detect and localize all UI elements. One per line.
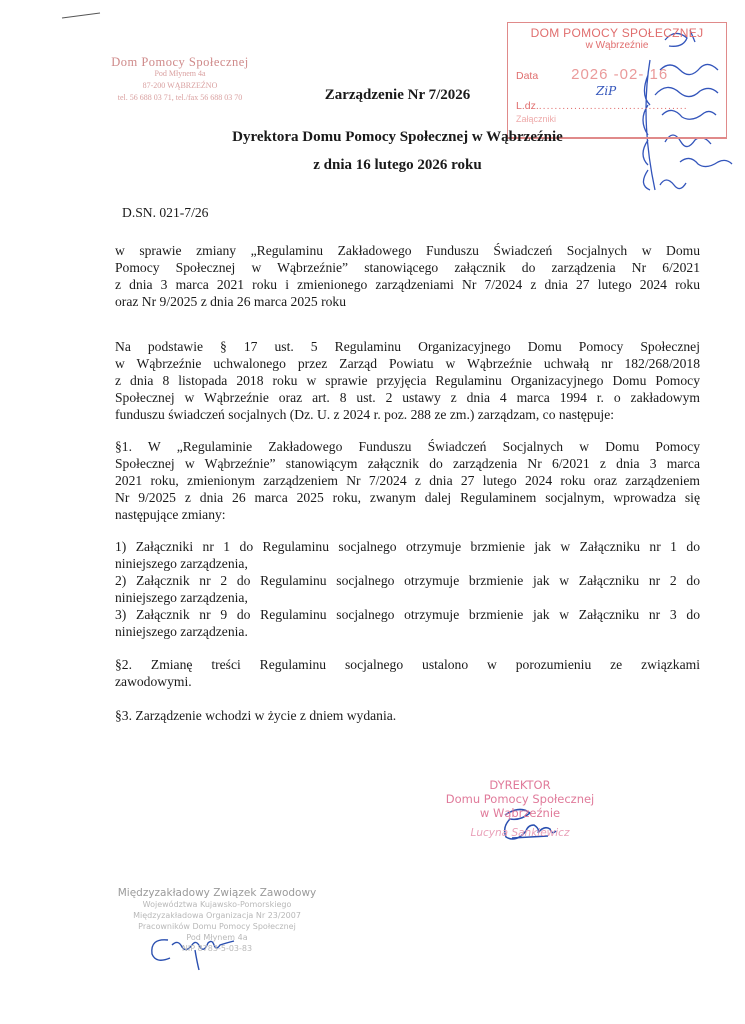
- text-line: Na podstawie § 17 ust. 5 Regulaminu Organizacyjnego Domu Pomocy Społecznej: [115, 339, 700, 354]
- text-line: 2021 roku, zmienionym zarządzeniem Nr 7/2024 z dnia 27 lutego 2024 roku oraz zarządzeniem: [115, 473, 700, 488]
- paragraph-legal-basis: [115, 338, 700, 423]
- text-line: oraz Nr 9/2025 z dnia 26 marca 2025 roku: [115, 294, 347, 309]
- registry-stamp-name: DOM POMOCY SPOŁECZNEJ: [530, 26, 704, 40]
- text-line: Nr 9/2025 z dnia 26 marca 2025 roku, zwanym dalej Regulaminem socjalnym, wprowadza się: [115, 490, 700, 505]
- ldz-label: L.dz.: [516, 100, 539, 112]
- text-line: następujące zmiany:: [115, 507, 226, 522]
- registry-stamp-city: w Wąbrzeźnie: [585, 40, 649, 51]
- date-row: [516, 67, 668, 84]
- text-line: w Wąbrzeźnie uchwalonego przez Zarząd Powiatu w Wąbrzeźnie uchwałą nr 182/268/2018: [115, 356, 700, 371]
- text-line: Społecznej w Wąbrzeźnie oraz art. 8 ust. 2 ustawy z dnia 4 marca 1994 r. o zakładowym: [115, 390, 700, 405]
- text-line: z dnia 8 listopada 2018 roku w sprawie przyjęcia Regulaminu Organizacyjnego Domu Pomocy: [115, 373, 700, 388]
- text-line: niniejszego zarządzenia,: [115, 590, 248, 605]
- document-subtitle: Dyrektora Domu Pomocy Społecznej w Wąbrzeźnie: [232, 129, 563, 145]
- stamp-line: tel. 56 688 03 71, tel./fax 56 688 03 70: [117, 93, 243, 102]
- text-line: niniejszego zarządzenia.: [115, 624, 248, 639]
- union-stamp-line: Międzyzakładowy Związek Zawodowy: [117, 887, 317, 899]
- document-title: Zarządzenie Nr 7/2026: [324, 87, 471, 103]
- director-name: Lucyna Sankiewicz: [470, 827, 570, 839]
- date-label: Data: [516, 70, 539, 82]
- director-city: w Wąbrzeźnie: [479, 806, 561, 820]
- document-date: z dnia 16 lutego 2026 roku: [313, 157, 482, 173]
- paragraph-section-1: [115, 438, 700, 523]
- corner-pen-mark: [62, 13, 100, 18]
- text-line: 1) Załączniki nr 1 do Regulaminu socjalnego otrzymuje brzmienie jak w Załączniku nr 1 do: [115, 539, 700, 554]
- director-stamp: [430, 778, 610, 840]
- text-line: §2. Zmianę treści Regulaminu socjalnego ustalono w porozumieniu ze związkami: [115, 657, 700, 672]
- reference-number: D.SN. 021-7/26: [122, 205, 209, 220]
- stamp-line: Pod Młynem 4a: [154, 69, 206, 78]
- text-line: zawodowymi.: [115, 674, 192, 689]
- text-line: z dnia 3 marca 2021 roku i zmienionego zarządzeniami Nr 7/2024 z dnia 27 lutego 2024 roku: [115, 277, 700, 292]
- union-stamp-line: Pracowników Domu Pomocy Społecznej: [138, 922, 296, 931]
- text-line: Pomocy Społecznej w Wąbrzeźnie” stanowiącego załącznik do zarządzenia Nr 6/2021: [115, 260, 700, 275]
- paragraph-subject: [115, 242, 700, 310]
- ldz-row: L.dz.......................................: [516, 100, 688, 112]
- stamp-line: 87-200 WĄBRZEŹNO: [142, 81, 218, 90]
- text-line: 3) Załącznik nr 9 do Regulaminu socjalnego otrzymuje brzmienie jak w Załączniku nr 3 do: [115, 607, 700, 622]
- handwritten-note: ZiP: [596, 84, 617, 98]
- union-stamp-line: Pod Młynem 4a: [186, 933, 248, 942]
- director-title: DYREKTOR: [489, 778, 551, 792]
- union-stamp-line: Międzyzakładowa Organizacja Nr 23/2007: [133, 911, 301, 920]
- stamp-line: Dom Pomocy Społecznej: [111, 55, 249, 69]
- union-stamp-line: NIP 8783-5-03-83: [181, 944, 253, 953]
- text-line: §1. W „Regulaminie Zakładowego Funduszu Świadczeń Socjalnych w Domu Pomocy: [115, 439, 700, 454]
- text-line: §3. Zarządzenie wchodzi w życie z dniem wydania.: [115, 708, 397, 723]
- text-line: funduszu świadczeń socjalnych (Dz. U. z 2024 r. poz. 288 ze zm.) zarządzam, co następuje:: [115, 407, 614, 422]
- registry-stamp: [507, 22, 727, 137]
- director-org: Domu Pomocy Społecznej: [445, 792, 595, 806]
- paragraph-section-3: [115, 707, 700, 724]
- union-stamp-line: Województwa Kujawsko-Pomorskiego: [142, 900, 292, 909]
- changes-list: [115, 538, 700, 640]
- attachments-row: [516, 114, 556, 125]
- paragraph-section-2: [115, 656, 700, 690]
- union-stamp: [112, 888, 322, 954]
- date-value: 2026 -02- 16: [571, 66, 669, 83]
- text-line: niniejszego zarządzenia,: [115, 556, 248, 571]
- text-line: w sprawie zmiany „Regulaminu Zakładowego Funduszu Świadczeń Socjalnych w Domu: [115, 243, 700, 258]
- text-line: 2) Załącznik nr 2 do Regulaminu socjalnego otrzymuje brzmienie jak w Załączniku nr 2 do: [115, 573, 700, 588]
- attachments-label: Załączniki: [516, 114, 557, 124]
- text-line: Społecznej w Wąbrzeźnie” stanowiącym załącznik do zarządzenia Nr 6/2021 z dnia 3 marca: [115, 456, 700, 471]
